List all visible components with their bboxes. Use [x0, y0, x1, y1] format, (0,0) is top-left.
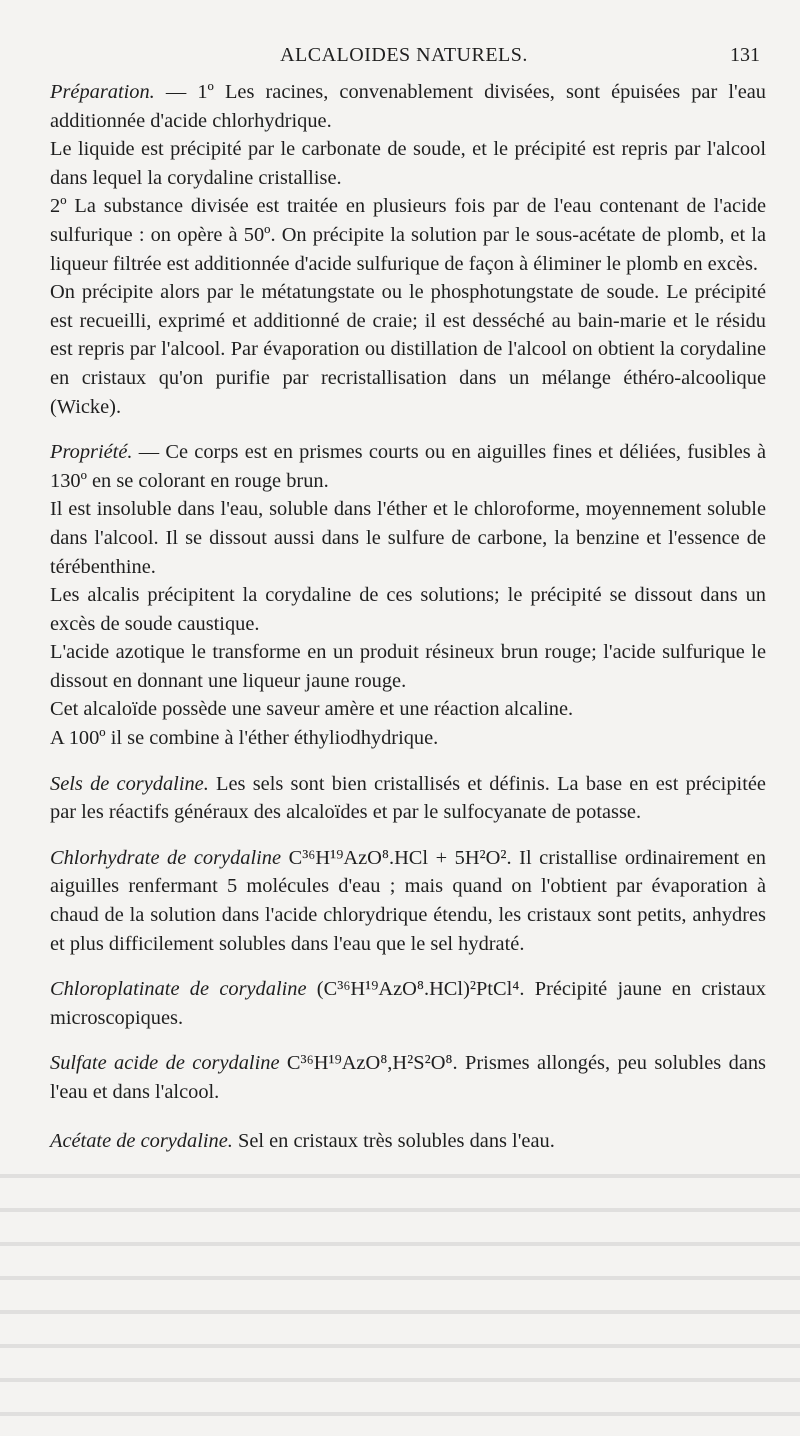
acetate-paragraph [50, 1127, 766, 1156]
sels-paragraph [50, 770, 766, 827]
sulfate-label: Sulfate acide de corydaline [50, 1052, 280, 1075]
proprietes-paragraph-6: A 100º il se combine à l'éther éthyliodhydrique. [50, 727, 439, 750]
page-header [48, 44, 760, 72]
preparation-paragraph-2: Le liquide est précipité par le carbonate de soude, et le précipité est repris par l'alcool dans lequel la corydaline cristallise. [50, 138, 766, 189]
chlorhydrate-text: C³⁶H¹⁹AzO⁸.HCl + 5H²O². Il cristallise ordinairement en aiguilles renfermant 5 molécules d'eau ; mais quand on l'obtient par évaporation à chaud de la solution dans l'acide chlorydrique étendu, les cristaux sont petits, anhydres et plus difficilement solubles dans l'eau que le sel hydraté. [50, 846, 766, 955]
sels-text: Les sels sont bien cristallisés et définis. La base en est précipitée par les réactifs généraux des alcaloïdes et par le sulfocyanate de potasse. [50, 772, 766, 824]
preparation-p1-text: — 1º Les racines, convenablement divisées, sont épuisées par l'eau additionnée d'acide chlorhydrique. [50, 81, 766, 132]
proprietes-paragraph-5: Cet alcaloïde possède une saveur amère et une réaction alcaline. [50, 698, 574, 721]
proprietes-paragraph-1 [50, 438, 766, 495]
chlorhydrate-paragraph [50, 844, 766, 958]
sels-label: Sels de corydaline. [50, 772, 209, 795]
running-title: ALCALOIDES NATURELS. [280, 44, 528, 66]
sulfate-text: C³⁶H¹⁹AzO⁸,H²S²O⁸. Prismes allongés, peu solubles dans l'eau et dans l'alcool. [50, 1052, 766, 1103]
proprietes-paragraph-3: Les alcalis précipitent la corydaline de ces solutions; le précipité se dissout dans un excès de soude caustique. [50, 584, 766, 635]
chloroplatinate-paragraph [50, 975, 766, 1032]
preparation-label: Préparation. [50, 81, 155, 103]
body-text [50, 78, 766, 1155]
acetate-label: Acétate de corydaline. [50, 1129, 233, 1152]
sulfate-paragraph [50, 1049, 766, 1106]
chlorhydrate-label: Chlorhydrate de corydaline [50, 846, 282, 869]
preparation-paragraph-4: On précipite alors par le métatungstate ou le phosphotungstate de soude. Le précipité est recueilli, exprimé et additionné de craie; il est desséché au bain-marie et le résidu est repris par l'alcool. Par évaporation ou distillation de l'alcool on obtient la corydaline en cristaux qu'on purifie par recristallisation dans un mélange éthéro-alcoolique (Wicke). [50, 281, 766, 418]
show-through-texture [0, 1160, 800, 1436]
acetate-text: Sel en cristaux très solubles dans l'eau. [232, 1129, 555, 1152]
chloroplatinate-label: Chloroplatinate de corydaline [50, 978, 307, 1001]
preparation-paragraph-3: 2º La substance divisée est traitée en plusieurs fois par de l'eau contenant de l'acide sulfurique : on opère à 50º. On précipite la solution par le sous-acétate de plomb, et la liqueur filtrée est additionnée d'acide sulfurique de façon à éliminer le plomb en excès. [50, 195, 766, 275]
chloroplatinate-text: (C³⁶H¹⁹AzO⁸.HCl)²PtCl⁴. Précipité jaune en cristaux microscopiques. [50, 978, 766, 1029]
proprietes-paragraph-2: Il est insoluble dans l'eau, soluble dans l'éther et le chloroforme, moyennement soluble dans l'alcool. Il se dissout aussi dans le sulfure de carbone, la benzine et l'essence de térébenthine. [50, 498, 766, 578]
page-number: 131 [730, 44, 760, 66]
proprietes-p1-text: — Ce corps est en prismes courts ou en aiguilles fines et déliées, fusibles à 130º en se colorant en rouge brun. [50, 441, 766, 492]
proprietes-paragraph-4: L'acide azotique le transforme en un produit résineux brun rouge; l'acide sulfurique le dissout en donnant une liqueur jaune rouge. [50, 641, 766, 692]
proprietes-label: Propriété. [50, 441, 133, 464]
preparation-paragraph-1 [50, 78, 766, 135]
